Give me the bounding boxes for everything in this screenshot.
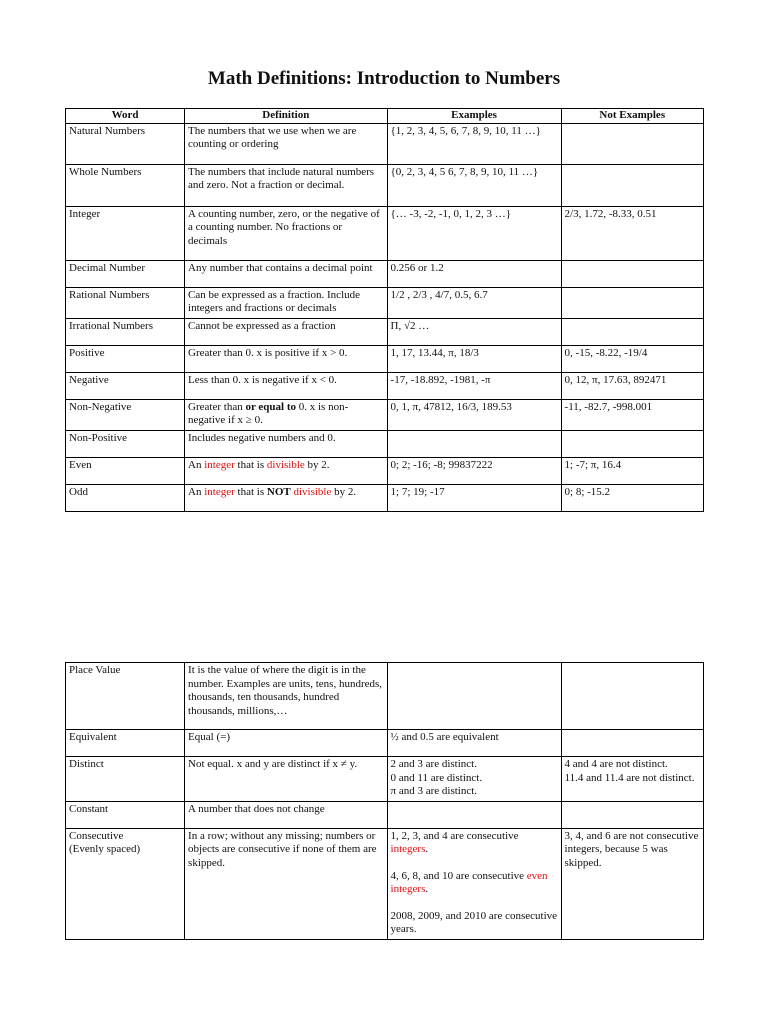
not-examples-cell <box>561 260 703 287</box>
definition-text: that is <box>234 485 267 498</box>
definition-cell: The numbers that include natural numbers and zero. Not a fraction or decimal. <box>185 164 387 206</box>
example-text: 1, 2, 3, and 4 are consecutive <box>390 829 519 842</box>
term-cell: Positive <box>66 345 185 372</box>
definition-text: An <box>188 458 205 471</box>
examples-cell: 0, 1, π, 47812, 16/3, 189.53 <box>387 399 561 430</box>
not-examples-cell: 0, 12, π, 17.63, 892471 <box>561 372 703 399</box>
definitions-table-continued <box>65 662 704 940</box>
term-cell: Non-Negative <box>66 399 185 430</box>
term-cell: Odd <box>66 484 185 511</box>
table-row <box>66 345 704 372</box>
table-row <box>66 260 704 287</box>
term-cell: Integer <box>66 206 185 260</box>
term-cell: Constant <box>66 801 185 828</box>
example-text: . <box>425 843 429 855</box>
table-row <box>66 287 704 318</box>
definition-text: Greater than <box>188 400 246 413</box>
not-examples-cell: 3, 4, and 6 are not consecutive integers, because 5 was skipped. <box>561 828 703 939</box>
column-header-word: Word <box>66 109 185 124</box>
definition-cell: Any number that contains a decimal point <box>185 260 387 287</box>
highlighted-term: divisible <box>293 485 332 498</box>
term-cell: Place Value <box>66 663 185 730</box>
example-line: π and 3 are distinct. <box>390 785 478 797</box>
table-row <box>66 123 704 164</box>
examples-cell <box>387 828 561 939</box>
term-cell: Whole Numbers <box>66 164 185 206</box>
definition-text: by 2. <box>304 458 330 471</box>
not-examples-cell <box>561 430 703 457</box>
definition-cell: In a row; without any missing; numbers or objects are consecutive if none of them are skipped. <box>185 828 387 939</box>
definition-cell <box>185 484 387 511</box>
not-examples-cell: 1; -7; π, 16.4 <box>561 457 703 484</box>
examples-cell <box>387 663 561 730</box>
definition-cell: Includes negative numbers and 0. <box>185 430 387 457</box>
term-cell: Rational Numbers <box>66 287 185 318</box>
highlighted-term: divisible <box>266 458 305 471</box>
not-examples-cell <box>561 663 703 730</box>
not-examples-cell <box>561 757 703 802</box>
table-row <box>66 372 704 399</box>
definition-text: that is <box>234 458 267 471</box>
term-cell <box>66 828 185 939</box>
definition-text: by 2. <box>331 485 357 498</box>
table-row <box>66 457 704 484</box>
definition-cell: Can be expressed as a fraction. Include integers and fractions or decimals <box>185 287 387 318</box>
not-examples-cell <box>561 318 703 345</box>
example-text: . <box>425 883 429 895</box>
highlighted-term: integer <box>204 485 235 498</box>
not-example-line: 4 and 4 are not distinct. <box>564 758 668 770</box>
term-cell: Decimal Number <box>66 260 185 287</box>
examples-cell <box>387 430 561 457</box>
table-row <box>66 801 704 828</box>
definition-cell: Cannot be expressed as a fraction <box>185 318 387 345</box>
definition-cell: It is the value of where the digit is in the number. Examples are units, tens, hundreds, thousands, ten thousands, hundred thousands, millions,… <box>185 663 387 730</box>
examples-cell: ½ and 0.5 are equivalent <box>387 730 561 757</box>
definition-cell: Equal (=) <box>185 730 387 757</box>
not-examples-cell <box>561 730 703 757</box>
examples-cell: 0.256 or 1.2 <box>387 260 561 287</box>
term-cell: Equivalent <box>66 730 185 757</box>
term-cell: Non-Positive <box>66 430 185 457</box>
example-line: 2 and 3 are distinct. <box>390 758 477 770</box>
definition-cell <box>185 399 387 430</box>
column-header-definition: Definition <box>185 109 387 124</box>
definition-cell: The numbers that we use when we are counting or ordering <box>185 123 387 164</box>
examples-cell: {… -3, -2, -1, 0, 1, 2, 3 …} <box>387 206 561 260</box>
term-cell: Negative <box>66 372 185 399</box>
highlighted-term: integers <box>390 843 426 855</box>
not-example-line: 11.4 and 11.4 are not distinct. <box>564 771 695 784</box>
term-cell: Irrational Numbers <box>66 318 185 345</box>
not-examples-cell <box>561 801 703 828</box>
examples-cell: 1, 17, 13.44, π, 18/3 <box>387 345 561 372</box>
examples-cell: Π, √2 … <box>387 318 561 345</box>
term-cell: Even <box>66 457 185 484</box>
definition-text: 0. x is non-negative if x ≥ 0. <box>188 400 349 426</box>
examples-cell: 1/2 , 2/3 , 4/7, 0.5, 6.7 <box>387 287 561 318</box>
table-row <box>66 164 704 206</box>
example-paragraph <box>391 870 558 897</box>
table-header-row <box>66 109 704 124</box>
table-row <box>66 430 704 457</box>
not-examples-cell: 0, -15, -8.22, -19/4 <box>561 345 703 372</box>
table-row <box>66 399 704 430</box>
examples-cell: {1, 2, 3, 4, 5, 6, 7, 8, 9, 10, 11 …} <box>387 123 561 164</box>
example-line: 0 and 11 are distinct. <box>390 771 483 784</box>
column-header-examples: Examples <box>387 109 561 124</box>
example-paragraph <box>391 830 558 857</box>
definition-cell <box>185 457 387 484</box>
examples-cell: 0; 2; -16; -8; 99837222 <box>387 457 561 484</box>
example-paragraph: 2008, 2009, and 2010 are consecutive years. <box>390 909 558 935</box>
table-row <box>66 318 704 345</box>
definition-cell: A counting number, zero, or the negative of a counting number. No fractions or decimals <box>185 206 387 260</box>
table-row <box>66 828 704 939</box>
table-row <box>66 484 704 511</box>
term-line: (Evenly spaced) <box>69 843 141 855</box>
emphasis-text: or equal to <box>245 400 296 413</box>
emphasis-text: NOT <box>266 485 291 498</box>
examples-cell: {0, 2, 3, 4, 5 6, 7, 8, 9, 10, 11 …} <box>387 164 561 206</box>
not-examples-cell <box>561 287 703 318</box>
highlighted-term: even integers <box>390 869 548 895</box>
term-line: Consecutive <box>69 829 124 842</box>
example-text: 4, 6, 8, and 10 are consecutive <box>390 869 527 882</box>
definition-cell: Greater than 0. x is positive if x > 0. <box>185 345 387 372</box>
not-examples-cell <box>561 164 703 206</box>
definition-cell: Not equal. x and y are distinct if x ≠ y. <box>185 757 387 802</box>
definition-cell: Less than 0. x is negative if x < 0. <box>185 372 387 399</box>
not-examples-cell: 2/3, 1.72, -8.33, 0.51 <box>561 206 703 260</box>
not-examples-cell: -11, -82.7, -998.001 <box>561 399 703 430</box>
term-cell: Natural Numbers <box>66 123 185 164</box>
definitions-table <box>65 108 704 512</box>
examples-cell <box>387 801 561 828</box>
not-examples-cell <box>561 123 703 164</box>
examples-cell: 1; 7; 19; -17 <box>387 484 561 511</box>
term-cell: Distinct <box>66 757 185 802</box>
page-title: Math Definitions: Introduction to Numbers <box>207 68 561 89</box>
table-row <box>66 757 704 802</box>
highlighted-term: integer <box>204 458 235 471</box>
examples-cell: -17, -18.892, -1981, -π <box>387 372 561 399</box>
table-row <box>66 663 704 730</box>
table-row <box>66 206 704 260</box>
column-header-not-examples: Not Examples <box>561 109 703 124</box>
not-examples-cell: 0; 8; -15.2 <box>561 484 703 511</box>
examples-cell <box>387 757 561 802</box>
definition-cell: A number that does not change <box>185 801 387 828</box>
table-row <box>66 730 704 757</box>
definition-text: An <box>188 485 205 498</box>
